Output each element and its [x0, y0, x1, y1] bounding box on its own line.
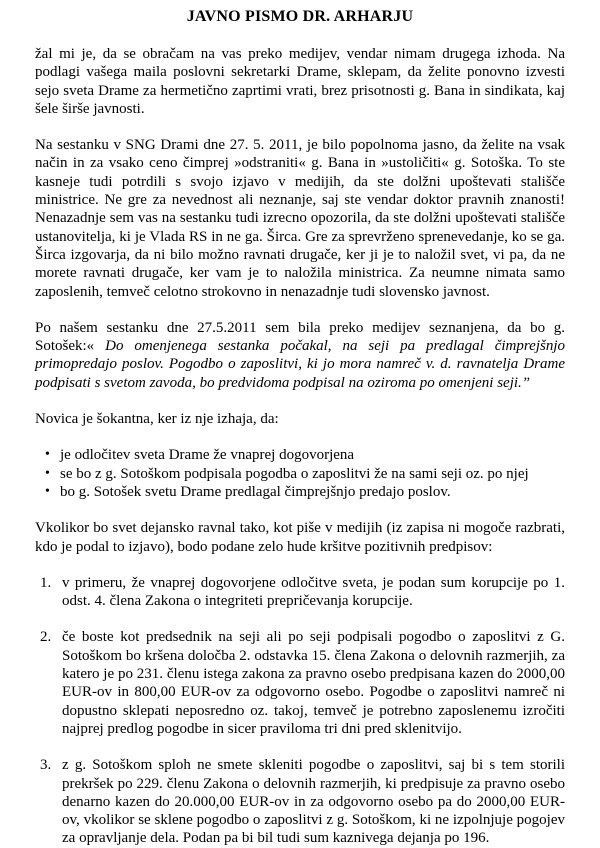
list-item [35, 446, 565, 464]
paragraph-meeting: Na sestanku v SNG Drami dne 27. 5. 2011, je bilo popolnoma jasno, da želite na vsak način in za vsako ceno čimprej »odstraniti« g. Bana in »ustoličiti« g. Sotoška. To ste kasneje tudi potrdili s svojo izjavo v medijih, da ste dolžni upoštevati stališče ministrice. Ne gre za nevednost ali neznanje, saj ste vendar doktor pravnih znanosti! Nenazadnje sem vas na sestanku tudi izrecno opozorila, da ste dolžni upoštevati stališče ustanovitelja, ki je Vlada RS in ne ga. Širca. Gre za sprevrženo sprenevedanje, ko se ga. Širca izgovarja, da ni bilo možno ravnati drugače, ker ji je to naložil svet, vi pa, da ne morete ravnati drugače, ker vam je to naložila ministrica. Za neumne nimata samo zaposlenih, temveč celotno strokovno in nenazadnje tudi slovensko javnost. [35, 137, 565, 300]
violations-list [35, 574, 565, 848]
item-number: 1. [40, 574, 52, 591]
list-item [35, 483, 565, 501]
list-item [35, 465, 565, 483]
paragraph-opening: žal mi je, da se obračam na vas preko medijev, vendar nimam drugega izhoda. Na podlagi vašega maila poslovni sekretarki Drame, sklepam, da želite ponovno izvesti sejo sveta Drame za hermetično zaprtimi vrati, brez prisotnosti g. Bana in sindikata, kaj šele širše javnosti. [35, 46, 565, 117]
conclusions-list [35, 446, 565, 501]
news-intro: Novica je šokantna, ker iz nje izhaja, da: [35, 411, 279, 428]
bullet-text: je odločitev sveta Drame že vnaprej dogovorjena [60, 447, 355, 464]
paragraph-media-quote [35, 319, 565, 392]
list-item [35, 574, 565, 611]
list-item [35, 756, 565, 847]
bullet-text: se bo z g. Sotoškom podpisala pogodba o zaposlitvi že na sami seji oz. po njej [60, 465, 529, 482]
bullet-icon: • [45, 465, 50, 481]
bullet-icon: • [45, 447, 50, 463]
item-number: 3. [40, 757, 52, 774]
item-text: v primeru, že vnaprej dogovorjene odločitve sveta, je podan sum korupcije po 1. odst. 4. člena Zakona o integriteti prepričevanja korupcije. [62, 574, 565, 610]
violations-intro: Vkolikor bo svet dejansko ravnal tako, kot piše v medijih (iz zapisa ni mogoče razbrati, kdo je podal to izjavo), bodo podane zelo hude kršitve pozitivnih predpisov: [35, 520, 565, 555]
quoted-statement: Do omenjenega sestanka počakal, na seji pa predlagal čimprejšnjo primopredajo poslov. Pogodbo o zaposlitvi, ki jo mora namreč v. d. ravnatelja Drame podpisati s svetom zavoda, bo predvidoma podpisal na oziroma po omenjeni seji.” [35, 338, 565, 391]
document-title: JAVNO PISMO DR. ARHARJU [186, 8, 414, 25]
item-number: 2. [40, 629, 52, 646]
item-text: če boste kot predsednik na seji ali po seji podpisali pogodbo o zaposlitvi z G. Sotoškom bo kršena določba 2. odstavka 15. člena Zakona o delovnih razmerjih, za katero je po 231. členu istega zakona za pravno osebo predpisana kazen do 2000,00 EUR-ov in 800,00 EUR-ov za odgovorno osebo. Pogodbe o zaposlitvi namreč ni dopustno sklepati neposredno oz. takoj, temveč je potrebno zaposlenemu izročiti najprej predlog pogodbe in sicer praviloma tri dni pred sklenitvijo. [62, 629, 565, 737]
media-quote-intro: Po našem sestanku dne 27.5.2011 sem bila preko medijev seznanjena, da bo g. Sotošek:« [35, 319, 565, 355]
bullet-icon: • [45, 483, 50, 499]
list-item [35, 628, 565, 738]
item-text: z g. Sotoškom sploh ne smete skleniti pogodbe o zaposlitvi, saj bi s tem storili prekršek po 229. členu Zakona o delovnih razmerjih, ki predpisuje za pravno osebo denarno kazen do 20.000,00 EUR-ov in za odgovorno osebo pa do 2000,00 EUR-ov, vkolikor se sklene pogodbo o zaposlitvi z g. Sotoškom, ki ne izpolnjuje pogojev za opravljanje dela. Podan pa bi bil tudi sum kaznivega dejanja po 196. [62, 757, 565, 847]
bullet-text: bo g. Sotošek svetu Drame predlagal čimprejšnjo predajo poslov. [60, 483, 451, 500]
